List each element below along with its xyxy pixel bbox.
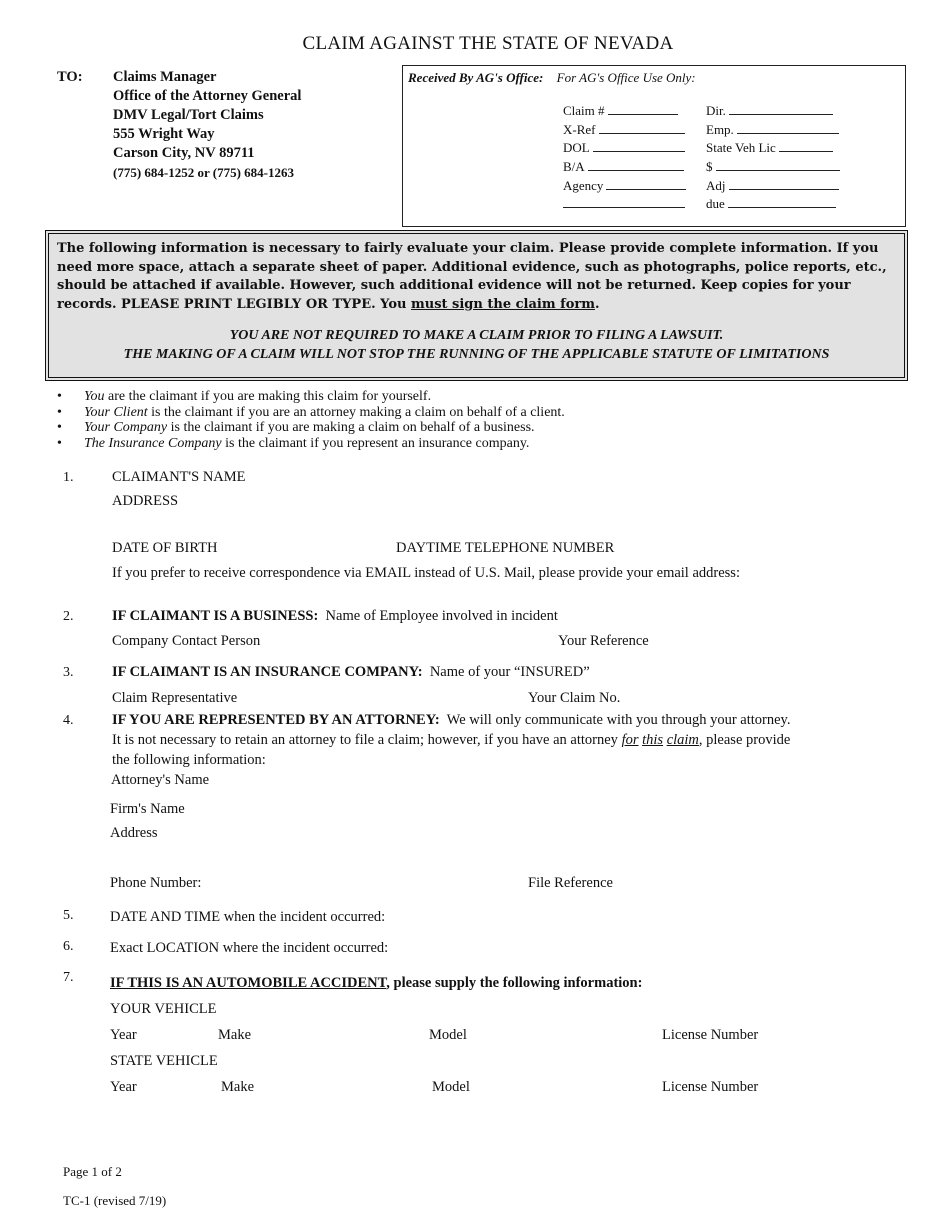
- your-vehicle-label: YOUR VEHICLE: [110, 1001, 217, 1017]
- form-revision: TC-1 (revised 7/19): [63, 1193, 167, 1208]
- address-line-3: DMV Legal/Tort Claims: [113, 107, 264, 123]
- claimant-name-label: CLAIMANT'S NAME: [112, 469, 246, 485]
- claimant-address-label: ADDRESS: [112, 493, 179, 509]
- bullet-insurance-company: • The Insurance Company is the claimant if you represent an insurance company.: [57, 436, 530, 451]
- address-line-2: Office of the Attorney General: [113, 88, 302, 104]
- field-claim-number[interactable]: Claim #: [563, 103, 678, 119]
- insurance-row: IF CLAIMANT IS AN INSURANCE COMPANY: Name of your “INSURED”: [112, 664, 590, 680]
- field-agency[interactable]: Agency: [563, 178, 686, 194]
- office-use-box: [402, 65, 906, 227]
- field-due[interactable]: due: [706, 196, 836, 212]
- attorney-row-1: IF YOU ARE REPRESENTED BY AN ATTORNEY: We will only communicate with you through your attorney.: [112, 712, 791, 728]
- attorney-phone-label: Phone Number:: [110, 875, 202, 891]
- notice-line-2: THE MAKING OF A CLAIM WILL NOT STOP THE RUNNING OF THE APPLICABLE STATUTE OF LIMITATIONS: [123, 347, 830, 362]
- section-3-number: 3.: [63, 665, 74, 680]
- field-x-ref[interactable]: X-Ref: [563, 122, 685, 138]
- dob-label: DATE OF BIRTH: [112, 540, 218, 556]
- attorney-row-2: It is not necessary to retain an attorney to file a claim; however, if you have an attorney for this claim, please provide: [112, 732, 791, 748]
- file-reference-label: File Reference: [528, 875, 613, 891]
- office-use-header: [408, 70, 696, 86]
- your-vehicle-license-label: License Number: [662, 1027, 759, 1043]
- attorney-address-label: Address: [110, 825, 158, 841]
- attorney-name-label: Attorney's Name: [111, 772, 210, 788]
- firm-name-label: Firm's Name: [110, 801, 185, 817]
- field-adj[interactable]: Adj: [706, 178, 839, 194]
- address-line-1: Claims Manager: [113, 69, 217, 85]
- section-2-number: 2.: [63, 609, 74, 624]
- page-number: Page 1 of 2: [63, 1164, 122, 1179]
- state-vehicle-year-label: Year: [110, 1079, 137, 1095]
- your-claim-no-label: Your Claim No.: [528, 690, 621, 706]
- notice-paragraph: The following information is necessary to fairly evaluate your claim. Please provide complete information. If you need more space, attach a separate sheet of paper. Additional evidence, such as photographs, police reports, etc., should be attached if available. However, such additional evidence will not be returned. Keep copies for your records. PLEASE PRINT LEGIBLY OR TYPE. You must sign the claim form.: [57, 241, 887, 312]
- your-vehicle-make-label: Make: [218, 1027, 252, 1043]
- must-sign-text: must sign the claim form: [410, 296, 595, 312]
- address-line-5: Carson City, NV 89711: [113, 145, 255, 161]
- section-4-number: 4.: [63, 713, 74, 728]
- received-by-label: Received By AG's Office:: [408, 70, 544, 85]
- section-7-number: 7.: [63, 970, 74, 985]
- address-phone: (775) 684-1252 or (775) 684-1263: [113, 165, 295, 180]
- daytime-phone-label: DAYTIME TELEPHONE NUMBER: [396, 540, 615, 556]
- attorney-row-3: the following information:: [112, 752, 266, 768]
- notice-box: [45, 230, 908, 381]
- section-6-number: 6.: [63, 939, 74, 954]
- field-dol[interactable]: DOL: [563, 140, 685, 156]
- your-vehicle-model-label: Model: [429, 1027, 467, 1043]
- form-title: CLAIM AGAINST THE STATE OF NEVADA: [302, 33, 674, 54]
- your-reference-label: Your Reference: [558, 633, 649, 649]
- section-5-number: 5.: [63, 908, 74, 923]
- bullet-your-client: • Your Client is the claimant if you are an attorney making a claim on behalf of a client.: [57, 405, 565, 420]
- to-label: TO:: [57, 69, 83, 85]
- notice-line-1: YOU ARE NOT REQUIRED TO MAKE A CLAIM PRIOR TO FILING A LAWSUIT.: [229, 328, 724, 343]
- email-label: If you prefer to receive correspondence via EMAIL instead of U.S. Mail, please provide your email address:: [112, 565, 740, 581]
- state-vehicle-license-label: License Number: [662, 1079, 759, 1095]
- claim-representative-label: Claim Representative: [112, 690, 238, 706]
- location-label: Exact LOCATION where the incident occurred:: [110, 940, 389, 956]
- field-ba[interactable]: B/A: [563, 159, 684, 175]
- field-dollar[interactable]: $: [706, 159, 840, 175]
- field-emp[interactable]: Emp.: [706, 122, 839, 138]
- company-contact-label: Company Contact Person: [112, 633, 261, 649]
- bullet-your-company: • Your Company is the claimant if you are making a claim on behalf of a business.: [57, 420, 535, 435]
- field-state-veh-lic[interactable]: State Veh Lic: [706, 140, 833, 156]
- your-vehicle-year-label: Year: [110, 1027, 137, 1043]
- field-blank[interactable]: [563, 196, 685, 212]
- auto-accident-heading: IF THIS IS AN AUTOMOBILE ACCIDENT, please supply the following information:: [110, 975, 643, 991]
- address-line-4: 555 Wright Way: [113, 126, 215, 142]
- business-row: IF CLAIMANT IS A BUSINESS: Name of Employee involved in incident: [112, 608, 558, 624]
- state-vehicle-make-label: Make: [221, 1079, 255, 1095]
- state-vehicle-model-label: Model: [432, 1079, 470, 1095]
- state-vehicle-label: STATE VEHICLE: [110, 1053, 218, 1069]
- bullet-you: • You are the claimant if you are making this claim for yourself.: [57, 389, 432, 404]
- section-1-number: 1.: [63, 470, 74, 485]
- field-dir[interactable]: Dir.: [706, 103, 833, 119]
- date-time-label: DATE AND TIME when the incident occurred:: [110, 909, 386, 925]
- office-use-only-label: For AG's Office Use Only:: [556, 70, 696, 85]
